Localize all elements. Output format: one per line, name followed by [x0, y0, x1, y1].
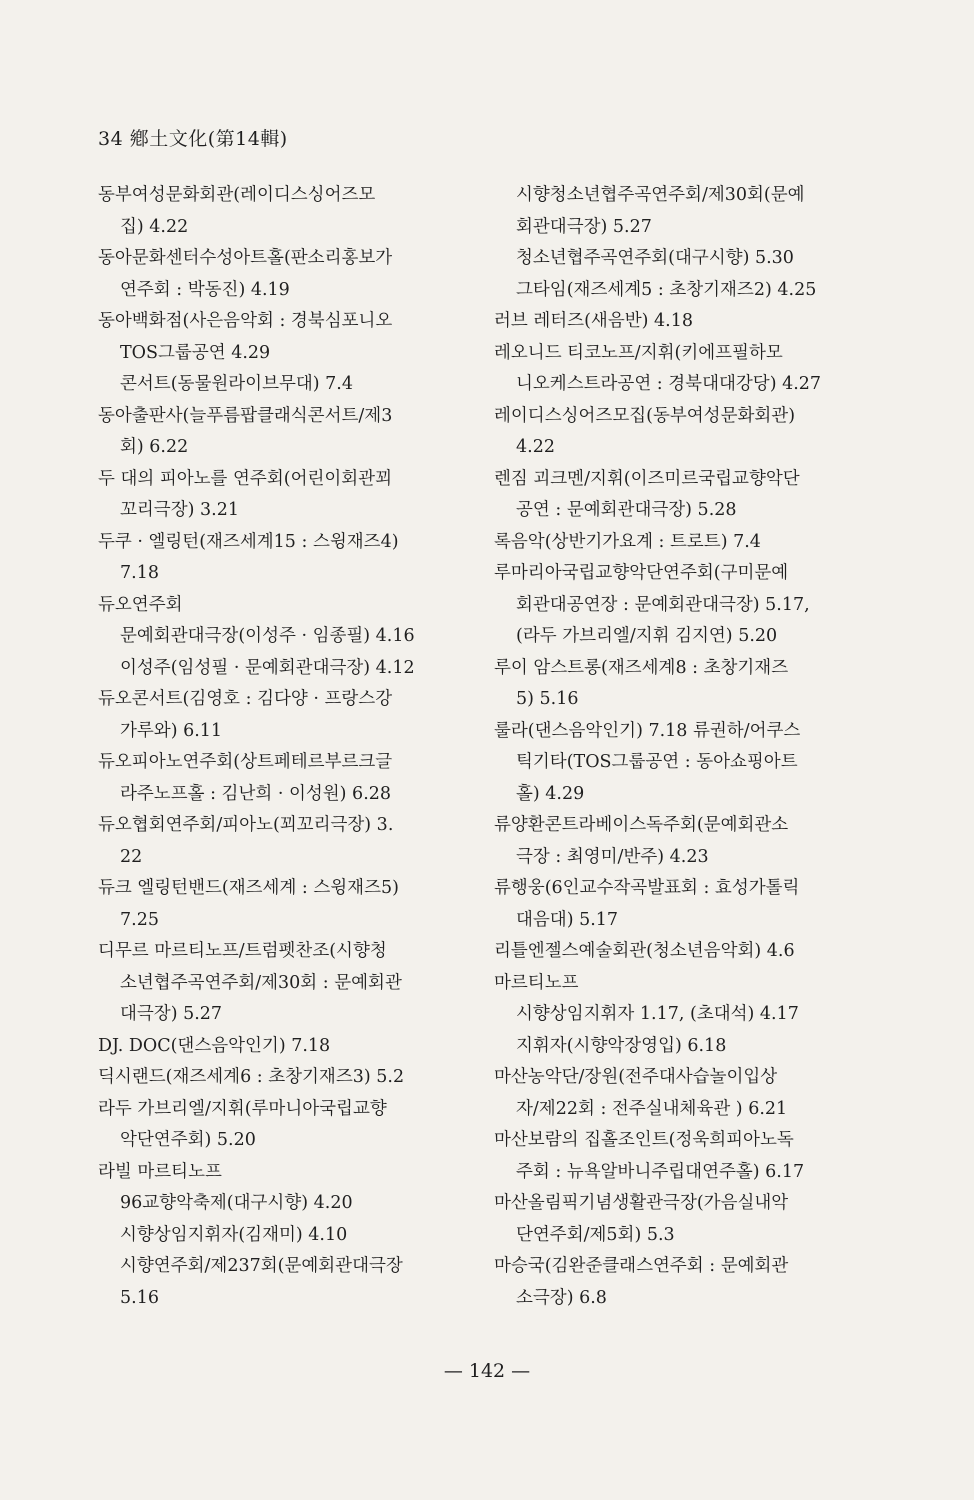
index-entry-line: 시향상임지휘자(김재미) 4.10: [120, 1224, 348, 1245]
index-entry-line: 회관대공연장 : 문예회관대극장) 5.17,: [516, 594, 810, 615]
index-entry-line: 소년협주곡연주회/제30회 : 문예회관: [120, 972, 402, 993]
index-entry-line: 공연 : 문예회관대극장) 5.28: [516, 500, 737, 520]
index-entry-line: 이성주(임성필 · 문예회관대극장) 4.12: [120, 657, 415, 678]
index-entry-line: 대음대) 5.17: [516, 909, 619, 930]
index-entry-line: 청소년협주곡연주회(대구시향) 5.30: [516, 248, 794, 268]
index-entry-line: 루이 암스트롱(재즈세계8 : 초창기재즈: [494, 657, 789, 678]
index-entry-line: 동아출판사(늘푸름팝클래식콘서트/제3: [98, 405, 393, 426]
index-entry-line: (라두 가브리엘/지휘 김지연) 5.20: [516, 626, 778, 646]
index-entry-line: 러브 레터즈(새음반) 4.18: [494, 311, 693, 331]
running-head: 34 鄕土文化(第14輯): [98, 128, 288, 150]
index-entry-line: 록음악(상반기가요계 : 트로트) 7.4: [494, 531, 761, 552]
index-entry-line: 듀오콘서트(김영호 : 김다양 · 프랑스강: [98, 689, 393, 709]
index-entry-line: 마산올림픽기념생활관극장(가음실내악: [494, 1193, 789, 1213]
index-entry-line: 라빌 마르티노프: [98, 1161, 222, 1182]
index-entry-line: DJ. DOC(댄스음악인기) 7.18: [98, 1035, 331, 1056]
index-entry-line: 5.16: [120, 1287, 159, 1308]
index-entry-line: TOS그룹공연 4.29: [120, 342, 271, 363]
index-entry-line: 마산농악단/장원(전주대사습놀이입상: [494, 1067, 778, 1087]
index-entry-line: 7.18: [120, 563, 159, 583]
index-entry-line: 듀크 엘링턴밴드(재즈세계 : 스윙재즈5): [98, 878, 399, 898]
index-entry-line: 96교향악축제(대구시향) 4.20: [120, 1193, 353, 1213]
index-entry-line: 자/제22회 : 전주실내체육관 ) 6.21: [516, 1098, 788, 1119]
index-entry-line: 그타임(재즈세계5 : 초창기재즈2) 4.25: [516, 279, 817, 300]
index-entry-line: 가루와) 6.11: [120, 720, 223, 741]
index-entry-line: 회) 6.22: [120, 437, 189, 457]
index-entry-line: 시향연주회/제237회(문예회관대극장: [120, 1256, 403, 1276]
index-entry-line: 4.22: [516, 437, 555, 457]
index-entry-line: 시향청소년협주곡연주회/제30회(문예: [516, 185, 805, 205]
index-entry-line: 레오니드 티코노프/지휘(키에프필하모: [494, 342, 783, 363]
index-entry-line: 마르티노프: [494, 972, 579, 993]
index-entry-line: 단연주회/제5회) 5.3: [516, 1224, 675, 1245]
index-entry-line: 5) 5.16: [516, 689, 579, 709]
index-entry-line: 콘서트(동물원라이브무대) 7.4: [120, 374, 354, 394]
index-entry-line: 루마리아국립교향악단연주회(구미문예: [494, 563, 789, 583]
index-entry-line: 시향상임지휘자 1.17, (초대석) 4.17: [516, 1004, 799, 1024]
index-entry-line: 대극장) 5.27: [120, 1004, 223, 1024]
right-column: [494, 180, 869, 1314]
index-entry-line: 연주회 : 박동진) 4.19: [120, 279, 290, 300]
index-entry-line: 꼬리극장) 3.21: [120, 500, 239, 520]
index-entry-line: 듀오협회연주회/피아노(꾀꼬리극장) 3.: [98, 815, 394, 835]
index-entry-line: 디무르 마르티노프/트럼펫찬조(시향청: [98, 941, 387, 961]
index-entry-line: 듀오피아노연주회(상트페테르부르크글: [98, 752, 393, 772]
index-entry-line: 22: [120, 846, 143, 867]
index-entry-line: 홀) 4.29: [516, 783, 585, 804]
index-entry-line: 렌짐 괴크멘/지휘(이즈미르국립교향악단: [494, 468, 800, 489]
index-entry-line: 룰라(댄스음악인기) 7.18 류권하/어쿠스: [494, 720, 801, 741]
index-entry-line: 레이디스싱어즈모집(동부여성문화회관): [494, 405, 796, 426]
index-entry-line: 두 대의 피아노를 연주회(어린이회관꾀: [98, 468, 392, 489]
left-column: [98, 180, 473, 1314]
index-entry-line: 류양환콘트라베이스독주회(문예회관소: [494, 815, 789, 835]
index-entry-line: 듀오연주회: [98, 594, 183, 615]
index-entry-line: 문예회관대극장(이성주 · 임종필) 4.16: [120, 626, 415, 646]
index-entry-line: 라주노프홀 : 김난희 · 이성원) 6.28: [120, 783, 392, 804]
index-entry-line: 마승국(김완준클래스연주회 : 문예회관: [494, 1256, 789, 1276]
index-entry-line: 류행웅(6인교수작곡발표회 : 효성가톨릭: [494, 878, 800, 898]
index-entry-line: 집) 4.22: [120, 216, 189, 237]
page-number: — 142 —: [443, 1360, 531, 1382]
index-entry-line: 극장 : 최영미/반주) 4.23: [516, 846, 709, 867]
index-entry-line: 동부여성문화회관(레이디스싱어즈모: [98, 185, 376, 205]
index-entry-line: 틱기타(TOS그룹공연 : 동아쇼핑아트: [516, 752, 798, 772]
index-entry-line: 두쿠 · 엘링턴(재즈세계15 : 스윙재즈4): [98, 531, 399, 552]
index-entry-line: 동아백화점(사은음악회 : 경북심포니오: [98, 311, 393, 331]
index-entry-line: 회관대극장) 5.27: [516, 216, 652, 237]
index-entry-line: 소극장) 6.8: [516, 1287, 607, 1308]
index-entry-line: 리틀엔젤스예술회관(청소년음악회) 4.6: [494, 941, 795, 961]
index-entry-line: 악단연주회) 5.20: [120, 1130, 256, 1150]
index-entry-line: 니오케스트라공연 : 경북대대강당) 4.27: [516, 374, 822, 394]
index-entry-line: 딕시랜드(재즈세계6 : 초창기재즈3) 5.2: [98, 1067, 405, 1087]
index-entry-line: 7.25: [120, 909, 159, 930]
index-entry-line: 라두 가브리엘/지휘(루마니아국립교향: [98, 1098, 387, 1119]
index-entry-line: 마산보람의 집홀조인트(정욱희피아노독: [494, 1130, 794, 1150]
index-entry-line: 지휘자(시향악장영입) 6.18: [516, 1035, 727, 1056]
index-entry-line: 주회 : 뉴욕알바니주립대연주홀) 6.17: [516, 1161, 805, 1182]
index-entry-line: 동아문화센터수성아트홀(판소리홍보가: [98, 248, 393, 268]
